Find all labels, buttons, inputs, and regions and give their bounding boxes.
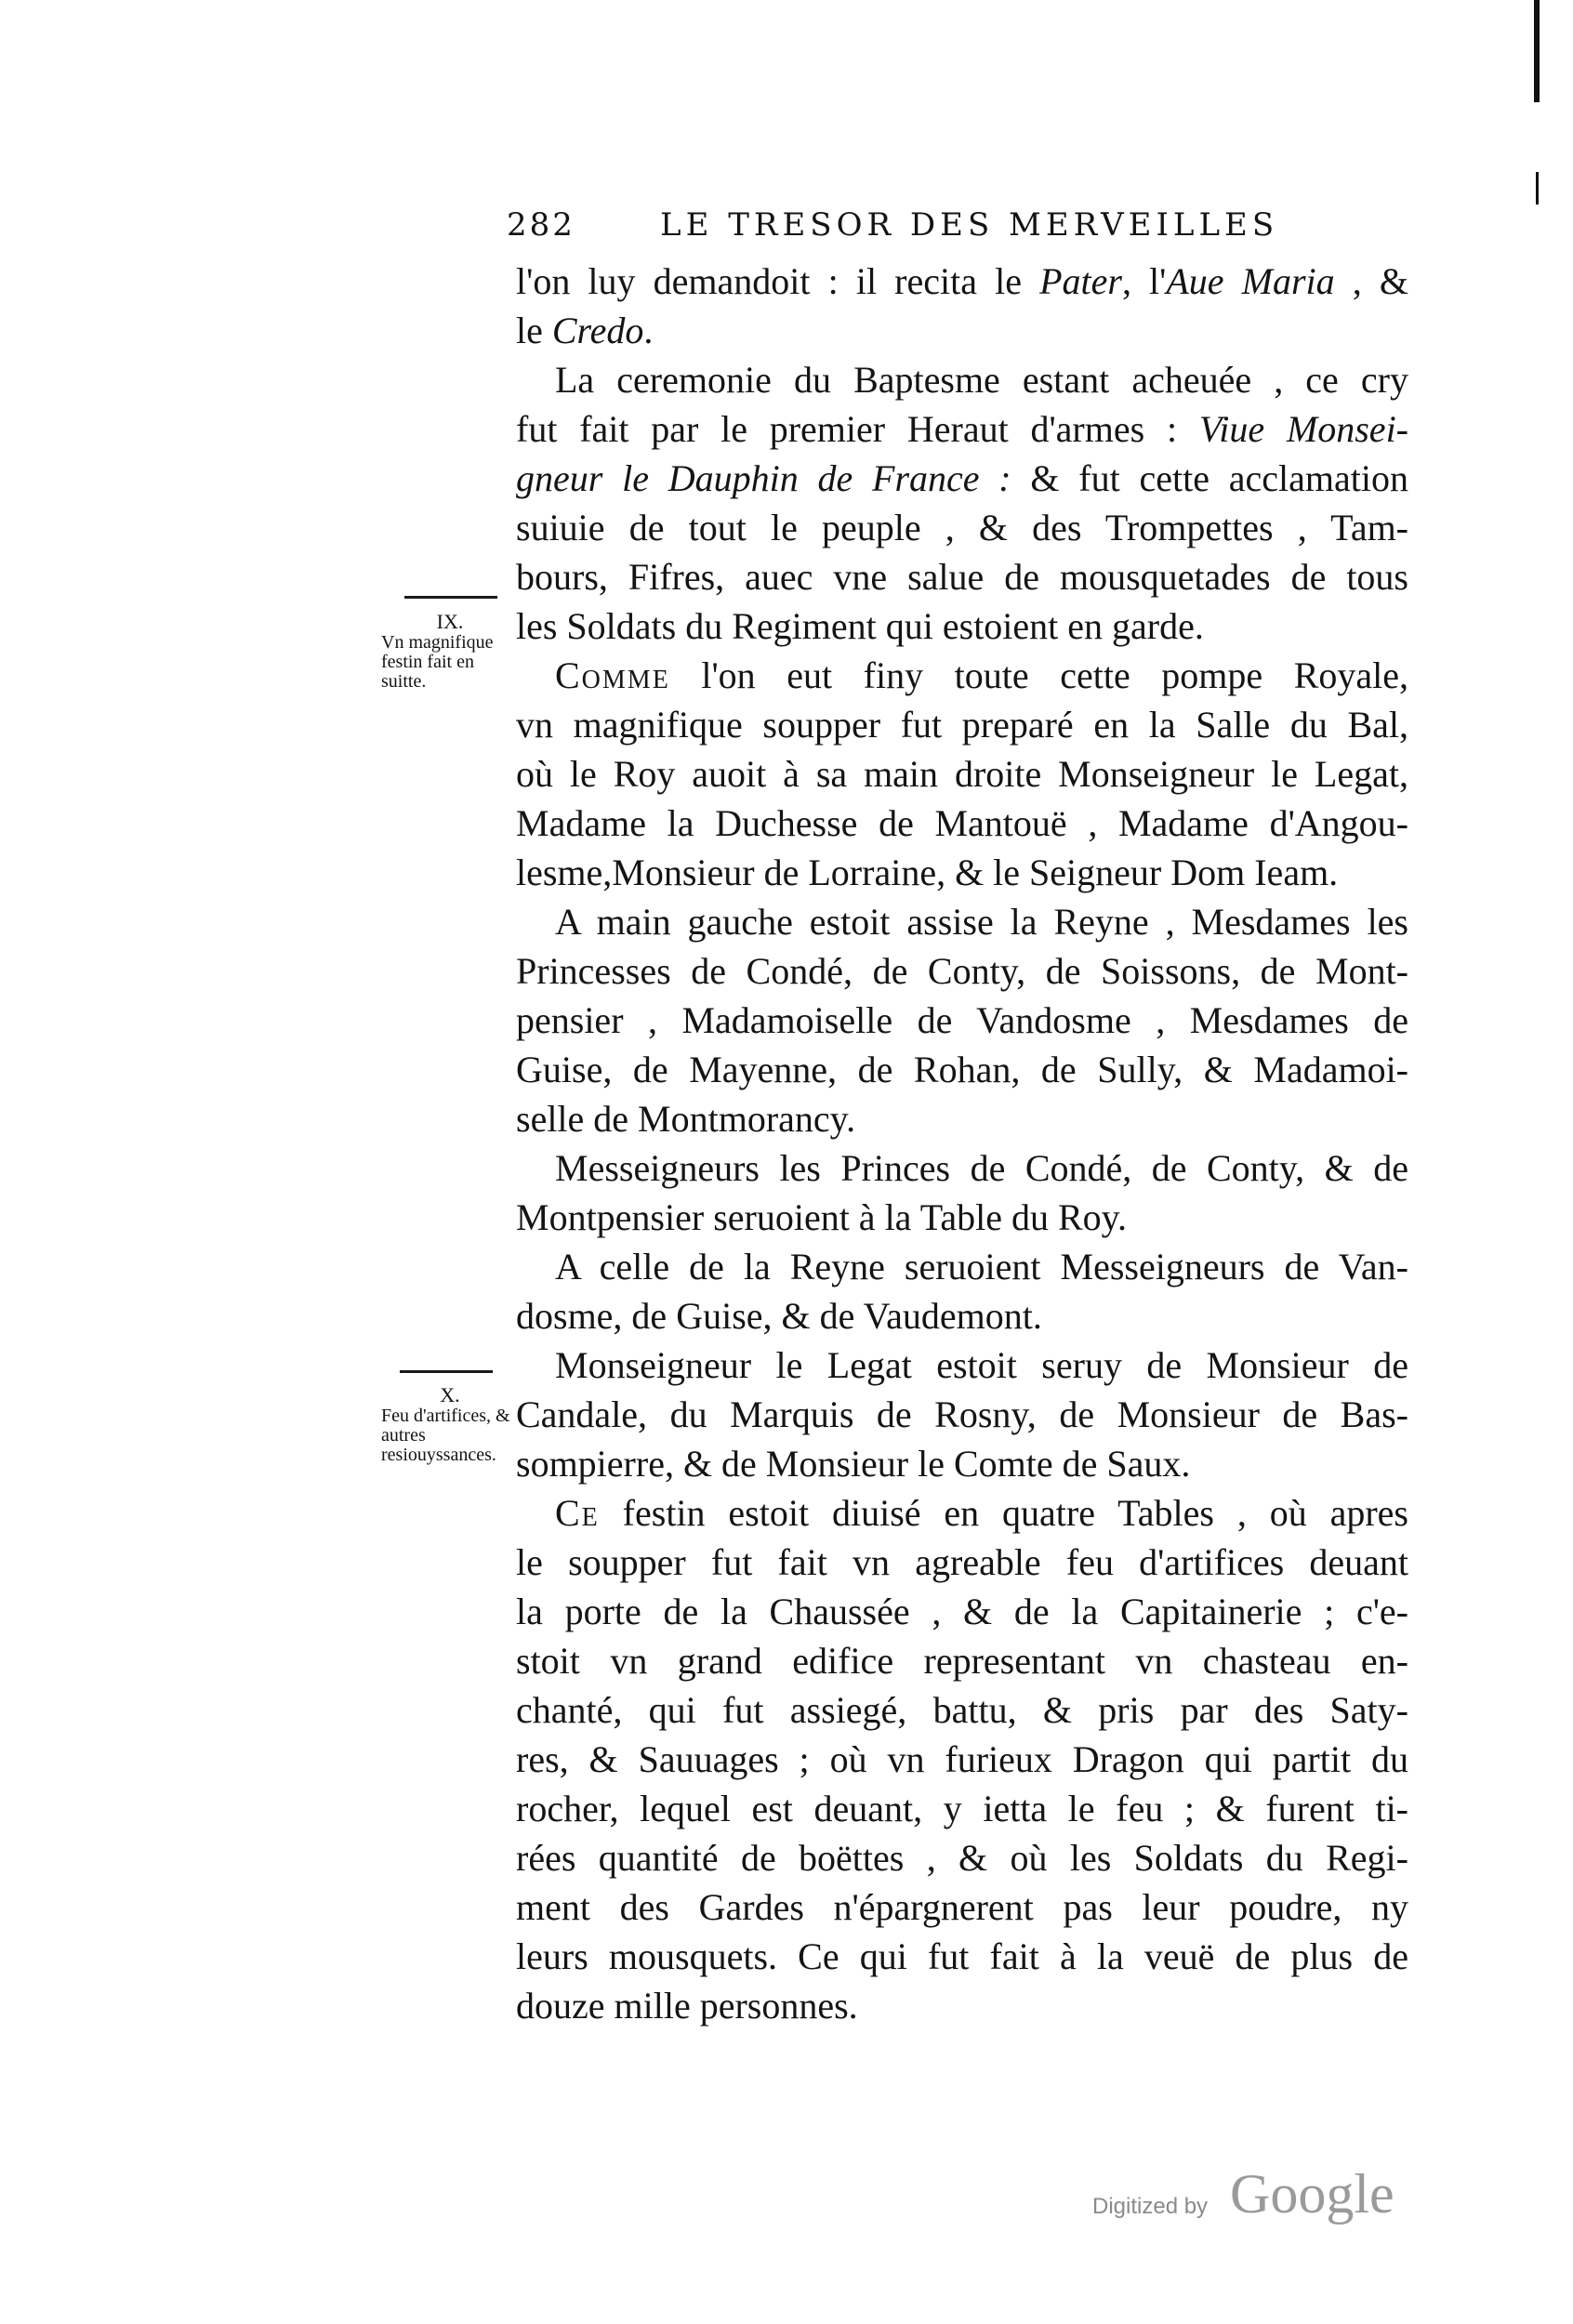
paragraph-1	[516, 257, 1408, 355]
paragraph-8	[516, 1488, 1408, 2030]
note-rule-x	[400, 1370, 493, 1373]
text-line: Princesses de Condé, de Conty, de Soissons, de Mont-	[516, 950, 1408, 992]
text-line: rocher, lequel est deuant, y ietta le feu ; & furent ti-	[516, 1788, 1408, 1829]
italic-span: Pater	[1039, 260, 1122, 302]
body-text	[516, 257, 1408, 2030]
text-line: A main gauche estoit assise la Reyne , Mesdames les	[555, 901, 1408, 943]
text-line: rées quantité de boëttes , & où les Soldats du Regi-	[516, 1837, 1408, 1879]
text-line: A celle de la Reyne seruoient Messeigneurs de Van-	[555, 1246, 1408, 1287]
text-line: selle de Montmorancy.	[516, 1098, 856, 1140]
margin-note-x-number: X.	[440, 1383, 460, 1406]
text-line: Madame la Duchesse de Mantouë , Madame d'Angou-	[516, 802, 1408, 844]
text-line: bours, Fifres, auec vne salue de mousquetades de tous	[516, 556, 1408, 598]
italic-span: Viue Monsei-	[1198, 408, 1408, 450]
text-line: res, & Sauuages ; où vn furieux Dragon qui partit du	[516, 1738, 1408, 1780]
margin-note-x	[381, 1385, 519, 1465]
note-rule-ix	[404, 596, 497, 599]
paragraph-3	[516, 651, 1408, 897]
text-span: fut fait par le premier Heraut d'armes :	[516, 408, 1199, 450]
text-line: leurs mousquets. Ce qui fut fait à la veuë de plus de	[516, 1935, 1408, 1977]
text-line: ment des Gardes n'épargnerent pas leur poudre, ny	[516, 1886, 1408, 1928]
text-line: les Soldats du Regiment qui estoient en garde.	[516, 605, 1204, 647]
small-caps-span: Comme	[555, 654, 670, 696]
text-line	[516, 306, 1408, 355]
margin-note-ix-number: IX.	[436, 610, 464, 633]
page-edge-mark-top	[1534, 0, 1540, 102]
text-line: Candale, du Marquis de Rosny, de Monsieur de Bas-	[516, 1393, 1408, 1435]
page-number: 282	[507, 206, 575, 244]
text-span: le	[516, 310, 552, 351]
text-span: , &	[1334, 260, 1409, 302]
text-line	[516, 404, 1408, 454]
text-line: lesme,Monsieur de Lorraine, & le Seigneur Dom Ieam.	[516, 852, 1339, 893]
text-line	[516, 454, 1408, 503]
text-line: pensier , Madamoiselle de Vandosme , Mesdames de	[516, 999, 1408, 1041]
small-caps-span: Ce	[555, 1492, 600, 1534]
text-line: Monseigneur le Legat estoit seruy de Monsieur de	[555, 1344, 1408, 1386]
text-line: sompierre, & de Monsieur le Comte de Saux.	[516, 1443, 1191, 1485]
paragraph-2	[516, 355, 1408, 651]
text-span: & fut cette acclamation	[1011, 457, 1408, 499]
margin-note-ix-text: Vn magnifique festin fait en suitte.	[381, 632, 494, 692]
text-line: où le Roy auoit à sa main droite Monseigneur le Legat,	[516, 753, 1408, 795]
running-header	[507, 206, 1306, 258]
running-title: LE TRESOR DES MERVEILLES	[660, 206, 1279, 244]
text-span: l'on eut finy toute cette pompe Royale,	[669, 654, 1408, 696]
digitized-watermark	[1092, 2162, 1408, 2237]
italic-span: gneur le Dauphin de France :	[516, 457, 1011, 499]
text-line: douze mille personnes.	[516, 1985, 858, 2027]
page-edge-mark-bottom	[1536, 172, 1539, 205]
text-line: Montpensier seruoient à la Table du Roy.	[516, 1196, 1128, 1238]
paragraph-4	[516, 897, 1408, 1143]
text-line: dosme, de Guise, & de Vaudemont.	[516, 1295, 1042, 1337]
italic-span: Aue Maria	[1166, 260, 1335, 302]
text-span: .	[643, 310, 654, 351]
italic-span: Credo	[551, 310, 644, 351]
text-line	[516, 651, 1408, 700]
text-line: Messeigneurs les Princes de Condé, de Conty, & de	[555, 1147, 1408, 1189]
digitized-by-label: Digitized by	[1092, 2194, 1209, 2219]
text-line: chanté, qui fut assiegé, battu, & pris par des Saty-	[516, 1689, 1408, 1731]
text-line: suiuie de tout le peuple , & des Trompettes , Tam-	[516, 507, 1408, 548]
text-span: festin estoit diuisé en quatre Tables , où apres	[599, 1492, 1408, 1534]
text-line: Guise, de Mayenne, de Rohan, de Sully, & Madamoi-	[516, 1049, 1408, 1090]
margin-note-x-text: Feu d'artifices, & autres resiouyssances.	[381, 1406, 510, 1465]
paragraph-6	[516, 1242, 1408, 1340]
text-span: l'on luy demandoit : il recita le	[516, 260, 1040, 302]
text-line: le soupper fut fait vn agreable feu d'artifices deuant	[516, 1541, 1408, 1583]
text-line: stoit vn grand edifice representant vn chasteau en-	[516, 1640, 1408, 1682]
margin-note-ix	[381, 612, 519, 692]
text-line: vn magnifique soupper fut preparé en la Salle du Bal,	[516, 704, 1408, 746]
text-line: la porte de la Chaussée , & de la Capitainerie ; c'e-	[516, 1591, 1408, 1632]
text-line	[516, 257, 1408, 306]
text-line	[516, 1488, 1408, 1538]
google-logo: Google	[1230, 2163, 1395, 2225]
paragraph-5	[516, 1143, 1408, 1242]
paragraph-7	[516, 1340, 1408, 1488]
text-span: , l'	[1121, 260, 1167, 302]
text-line: La ceremonie du Baptesme estant acheuée , ce cry	[555, 359, 1408, 401]
